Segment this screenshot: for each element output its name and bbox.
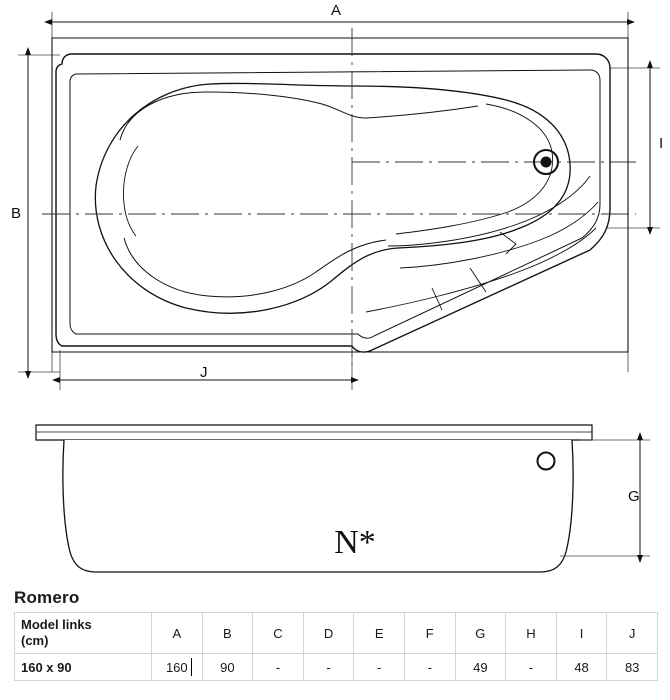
table-row xyxy=(15,654,658,681)
table-header-d: D xyxy=(303,613,354,654)
row-value-b: 90 xyxy=(202,654,253,681)
top-view-group xyxy=(18,12,660,390)
table-header-h: H xyxy=(506,613,557,654)
row-value-d: - xyxy=(303,654,354,681)
row-value-c: - xyxy=(253,654,304,681)
dimension-label-g: G xyxy=(628,488,640,505)
table-header-i: I xyxy=(556,613,607,654)
watermark-n-star: N* xyxy=(334,524,376,561)
row-model-name: 160 x 90 xyxy=(15,654,152,681)
row-value-a: 160 xyxy=(152,654,203,681)
row-value-e: - xyxy=(354,654,405,681)
dimension-label-a: A xyxy=(331,2,342,19)
table-header-b: B xyxy=(202,613,253,654)
table-header-model xyxy=(15,613,152,654)
product-title: Romero xyxy=(14,588,80,607)
table-header-f: F xyxy=(404,613,455,654)
table-header-e: E xyxy=(354,613,405,654)
specification-section xyxy=(14,588,658,681)
table-header-j: J xyxy=(607,613,658,654)
row-value-i: 48 xyxy=(556,654,607,681)
table-header-row xyxy=(15,613,658,654)
row-value-j: 83 xyxy=(607,654,658,681)
table-header-g: G xyxy=(455,613,506,654)
row-value-h: - xyxy=(506,654,557,681)
dimensions-table xyxy=(14,612,658,681)
row-value-g: 49 xyxy=(455,654,506,681)
table-header-model-line2: (cm) xyxy=(21,633,49,648)
table-header-c: C xyxy=(253,613,304,654)
dimension-label-j: J xyxy=(200,364,208,381)
table-header-model-line1: Model links xyxy=(21,616,92,632)
dimension-label-i: I xyxy=(659,135,664,152)
dimension-label-b: B xyxy=(11,205,22,222)
row-value-f: - xyxy=(404,654,455,681)
table-header-a: A xyxy=(152,613,203,654)
